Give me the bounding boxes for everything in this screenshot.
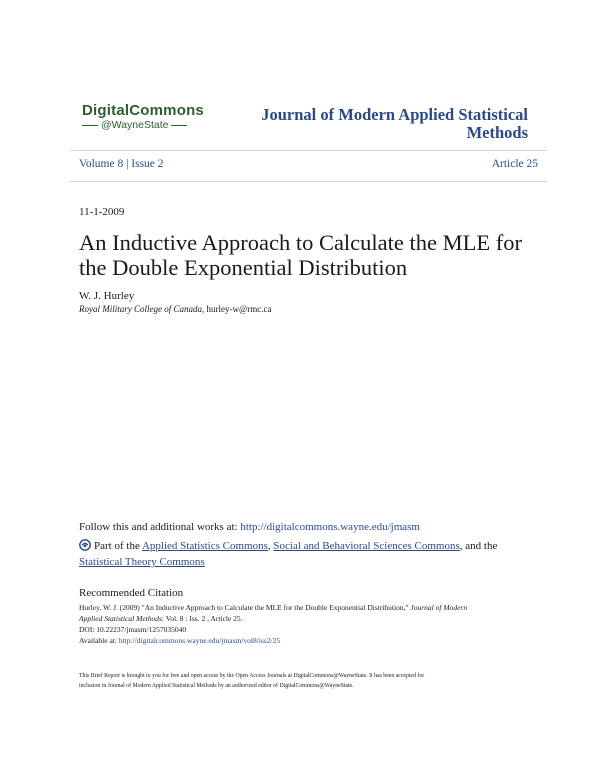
volume-separator: | <box>126 158 129 170</box>
affiliation-name: Royal Military College of Canada <box>79 304 202 314</box>
issue-bar <box>70 150 547 182</box>
article-title <box>79 230 539 280</box>
and-the-text: , and the <box>459 540 498 552</box>
article-title-line1: An Inductive Approach to Calculate the MLE for <box>79 230 522 255</box>
volume-issue <box>79 158 164 170</box>
footer-line1: This Brief Report is brought to you for free and open access by the Open Access Journals at DigitalCommons@WayneState. It has been accepted for <box>79 673 425 679</box>
follow-line <box>79 521 420 533</box>
available-url-link[interactable]: http://digitalcommons.wayne.edu/jmasm/vol8/iss2/25 <box>118 636 281 645</box>
citation-available <box>79 635 529 646</box>
citation-authors-title: Hurley, W. J. (2009) "An Inductive Approach to Calculate the MLE for the Double Exponential Distribution," <box>79 603 409 612</box>
citation-doi: DOI: 10.22237/jmasm/1257035040 <box>79 625 187 634</box>
social-behavioral-sciences-commons-link[interactable]: Social and Behavioral Sciences Commons <box>273 540 460 552</box>
author-name: W. J. Hurley <box>79 290 135 302</box>
citation-block <box>79 602 529 646</box>
open-access-icon <box>79 539 91 555</box>
article-number-link[interactable]: Article 25 <box>491 158 538 170</box>
footer-notice <box>79 671 519 691</box>
logo-top-text: DigitalCommons <box>82 102 204 119</box>
logo-bottom-row <box>82 119 222 131</box>
article-title-line2: the Double Exponential Distribution <box>79 255 408 280</box>
logo-rule-right <box>171 125 187 126</box>
citation-volume: : Vol. 8 : Iss. 2 , Article 25. <box>161 614 243 623</box>
statistical-theory-commons-link[interactable]: Statistical Theory Commons <box>79 556 205 568</box>
author-email: , hurley-w@rmc.ca <box>202 304 272 314</box>
volume-link[interactable]: Volume 8 <box>79 158 124 170</box>
follow-text: Follow this and additional works at: <box>79 521 238 533</box>
author-affiliation <box>79 304 272 314</box>
issue-link[interactable]: Issue 2 <box>131 158 164 170</box>
journal-title-line1: Journal of Modern Applied Statistical <box>261 105 528 124</box>
part-of-line <box>79 539 519 569</box>
recommended-citation-heading: Recommended Citation <box>79 587 184 599</box>
available-label: Available at: <box>79 636 117 645</box>
journal-title-line2: Methods <box>466 123 528 142</box>
logo-bottom-text: @WayneState <box>101 119 169 131</box>
digitalcommons-logo[interactable] <box>82 103 222 131</box>
journal-title-link[interactable] <box>228 106 528 142</box>
citation-line1 <box>79 602 529 613</box>
citation-journal-part1: Journal of Modern <box>410 603 468 612</box>
part-of-text: Part of the <box>94 540 140 552</box>
footer-line2: inclusion in Journal of Modern Applied Statistical Methods by an authorized editor of DigitalCommons@WayneState. <box>79 683 354 689</box>
follow-url-link[interactable]: http://digitalcommons.wayne.edu/jmasm <box>240 521 420 533</box>
comma-separator: , <box>267 540 271 552</box>
publication-date: 11-1-2009 <box>79 206 125 218</box>
citation-line2 <box>79 613 529 624</box>
logo-rule-left <box>82 125 98 126</box>
citation-journal-part2: Applied Statistical Methods <box>79 614 162 623</box>
applied-statistics-commons-link[interactable]: Applied Statistics Commons <box>141 540 268 552</box>
